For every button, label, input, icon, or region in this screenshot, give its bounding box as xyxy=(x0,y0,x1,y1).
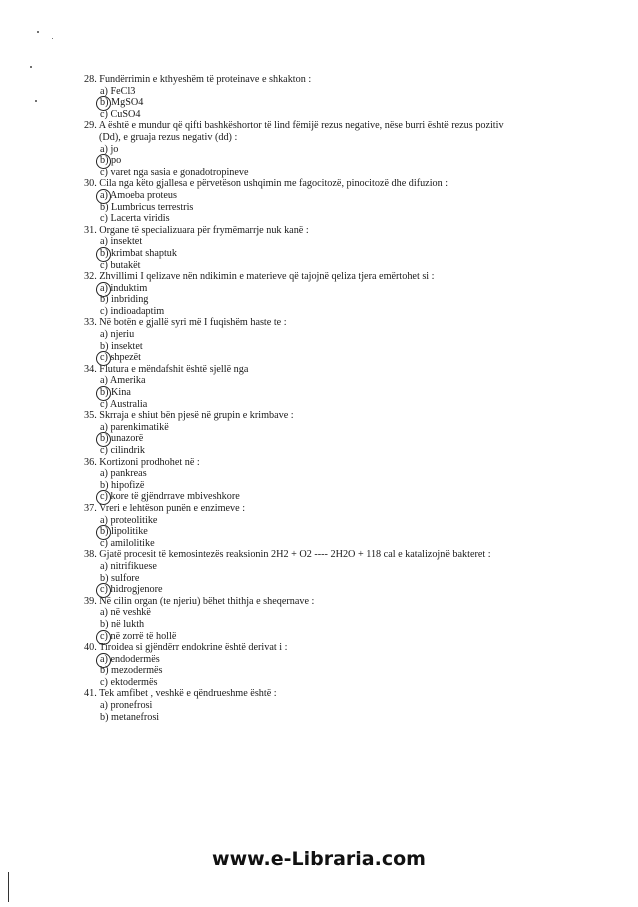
option-text: Kina xyxy=(111,387,131,399)
option-letter: c) xyxy=(100,584,108,596)
option-letter: b) xyxy=(100,155,109,167)
scan-speck xyxy=(30,66,32,68)
option-text: Australia xyxy=(109,398,148,410)
answer-option[interactable] xyxy=(84,236,624,248)
answer-option[interactable] xyxy=(84,109,624,121)
question-item xyxy=(84,457,624,503)
question-item xyxy=(84,225,624,271)
option-text: ektodermës xyxy=(110,676,158,688)
question-item xyxy=(84,642,624,688)
answer-option[interactable] xyxy=(84,375,624,387)
question-stem xyxy=(84,596,624,608)
answer-option-selected[interactable] xyxy=(84,433,624,445)
question-item xyxy=(84,74,624,120)
question-stem xyxy=(84,642,624,654)
option-text: insektet xyxy=(111,340,143,352)
option-text: Lacerta viridis xyxy=(110,213,170,225)
question-number: 33. xyxy=(84,317,97,329)
question-number: 32. xyxy=(84,271,97,283)
option-text: proteolitike xyxy=(110,514,158,526)
answer-option[interactable] xyxy=(84,202,624,214)
answer-option-selected[interactable] xyxy=(84,631,624,643)
answer-option[interactable] xyxy=(84,294,624,306)
question-stem xyxy=(84,503,624,515)
option-text: insektet xyxy=(110,236,143,248)
answer-option[interactable] xyxy=(84,144,624,156)
question-item xyxy=(84,549,624,595)
option-text: pronefrosi xyxy=(110,700,153,712)
scan-speck xyxy=(37,31,39,33)
answer-option[interactable] xyxy=(84,341,624,353)
option-text: në veshkë xyxy=(110,607,151,619)
option-text: CuSO4 xyxy=(110,108,141,120)
answer-option-selected[interactable] xyxy=(84,526,624,538)
question-number: 28. xyxy=(84,74,97,85)
option-letter: c) xyxy=(100,166,108,178)
question-item xyxy=(84,410,624,456)
option-letter: a) xyxy=(100,375,108,387)
question-text: Flutura e mëndafshit është sjellë nga xyxy=(99,363,249,375)
question-stem xyxy=(84,410,624,422)
option-letter: a) xyxy=(100,189,108,201)
option-letter: a) xyxy=(100,607,108,619)
answer-option[interactable] xyxy=(84,329,624,341)
option-letter: a) xyxy=(100,514,108,526)
option-text: hipofizë xyxy=(111,479,145,491)
question-stem-continued xyxy=(84,132,624,144)
option-text: kore të gjëndrrave mbiveshkore xyxy=(110,491,240,503)
option-letter: c) xyxy=(100,398,108,410)
answer-option[interactable] xyxy=(84,445,624,457)
answer-option-selected[interactable] xyxy=(84,387,624,399)
option-text: njeriu xyxy=(110,329,135,341)
option-letter: c) xyxy=(100,213,108,225)
option-letter: b) xyxy=(100,201,109,213)
question-stem xyxy=(84,688,624,700)
option-letter: c) xyxy=(100,305,108,317)
option-letter: a) xyxy=(100,143,108,155)
option-text: shpezët xyxy=(110,352,142,364)
question-number: 30. xyxy=(84,178,97,190)
question-number: 41. xyxy=(84,688,97,700)
answer-option[interactable] xyxy=(84,399,624,411)
option-letter: c) xyxy=(100,537,108,549)
option-letter: b) xyxy=(100,247,109,259)
option-letter: a) xyxy=(100,700,108,712)
question-stem xyxy=(84,549,624,561)
question-text: Zhvillimi I qelizave nën ndikimin e materieve që tajojnë qeliza tjera emërtohet si : xyxy=(99,271,435,283)
question-stem xyxy=(84,74,624,86)
answer-option[interactable] xyxy=(84,213,624,225)
question-text: Vreri e lehtëson punën e enzimeve : xyxy=(99,502,246,514)
question-text: A është e mundur që qifti bashkëshortor të lind fëmijë rezus negative, nëse burri është rezus pozitiv xyxy=(98,120,504,132)
option-text: nitrifikuese xyxy=(110,560,157,572)
answer-option-selected[interactable] xyxy=(84,654,624,666)
answer-option[interactable] xyxy=(84,515,624,527)
option-text: jo xyxy=(110,143,119,155)
question-stem xyxy=(84,120,624,132)
option-text: metanefrosi xyxy=(111,711,160,723)
question-text: Skrraja e shiut bën pjesë në grupin e krimbave : xyxy=(99,410,294,422)
question-stem xyxy=(84,225,624,237)
answer-option[interactable] xyxy=(84,260,624,272)
option-text: lipolitike xyxy=(111,526,148,538)
question-item xyxy=(84,271,624,317)
question-text: Cila nga këto gjallesa e përvetëson ushqimin me fagocitozë, pinocitozë dhe difuzion : xyxy=(99,178,449,190)
question-item xyxy=(84,317,624,363)
option-text: në lukth xyxy=(111,618,145,630)
question-text: Në botën e gjallë syri më I fuqishëm haste te : xyxy=(99,317,287,329)
scan-speck xyxy=(35,100,37,102)
question-stem xyxy=(84,178,624,190)
option-letter: c) xyxy=(100,445,108,456)
answer-option[interactable] xyxy=(84,607,624,619)
option-text: FeCl3 xyxy=(110,85,136,97)
option-letter: c) xyxy=(100,108,108,120)
answer-option[interactable] xyxy=(84,538,624,550)
option-letter: b) xyxy=(100,97,109,109)
question-text: Tiroidea si gjëndërr endokrine është derivat i : xyxy=(99,642,288,654)
option-text: MgSO4 xyxy=(111,97,144,109)
question-number: 31. xyxy=(84,224,97,236)
question-number: 29. xyxy=(84,120,97,132)
option-text: parenkimatikë xyxy=(110,421,169,433)
option-text: në zorrë të hollë xyxy=(110,630,177,642)
option-letter: a) xyxy=(100,236,108,248)
answer-option-selected[interactable] xyxy=(84,190,624,202)
option-text: butakët xyxy=(110,259,141,271)
answer-option[interactable] xyxy=(84,422,624,434)
answer-option[interactable] xyxy=(84,712,624,724)
option-letter: b) xyxy=(100,711,109,723)
question-number: 38. xyxy=(84,549,97,561)
option-text: induktim xyxy=(110,282,148,294)
answer-option[interactable] xyxy=(84,468,624,480)
option-letter: c) xyxy=(100,352,108,364)
answer-option-selected[interactable] xyxy=(84,352,624,364)
question-stem xyxy=(84,317,624,329)
answer-option[interactable] xyxy=(84,480,624,492)
option-text: pankreas xyxy=(110,468,147,480)
answer-option-selected[interactable] xyxy=(84,155,624,167)
question-item xyxy=(84,178,624,224)
scan-speck xyxy=(52,38,53,39)
option-text: krimbat shaptuk xyxy=(111,247,177,259)
question-number: 37. xyxy=(84,502,97,514)
answer-option[interactable] xyxy=(84,619,624,631)
question-list xyxy=(84,74,624,723)
option-text: Amerika xyxy=(109,375,146,387)
option-text: hidrogjenore xyxy=(110,584,163,596)
option-letter: b) xyxy=(100,294,109,306)
question-item xyxy=(84,120,624,178)
option-letter: a) xyxy=(100,560,108,572)
option-letter: c) xyxy=(100,491,108,503)
answer-option[interactable] xyxy=(84,677,624,689)
option-text: indioadaptim xyxy=(110,305,165,317)
option-letter: a) xyxy=(100,282,108,294)
question-text: Në cilin organ (te njeriu) bëhet thithja e sheqernave : xyxy=(99,595,315,607)
question-text: Fundërrimin e kthyeshëm të proteinave e shkakton : xyxy=(99,74,312,85)
answer-option-selected[interactable] xyxy=(84,584,624,596)
question-number: 40. xyxy=(84,642,97,654)
option-letter: c) xyxy=(100,259,108,271)
option-letter: b) xyxy=(100,572,109,584)
question-item xyxy=(84,503,624,549)
answer-option[interactable] xyxy=(84,573,624,585)
option-text: unazorë xyxy=(111,433,144,445)
answer-option[interactable] xyxy=(84,665,624,677)
footer-url[interactable]: www.e-Libraria.com xyxy=(212,848,426,870)
answer-option[interactable] xyxy=(84,561,624,573)
answer-option[interactable] xyxy=(84,306,624,318)
question-number: 39. xyxy=(84,595,97,607)
option-text: mezodermës xyxy=(111,665,163,677)
option-letter: b) xyxy=(100,340,109,352)
option-letter: a) xyxy=(100,85,108,97)
question-item xyxy=(84,364,624,410)
option-text: endodermës xyxy=(110,653,160,665)
option-letter: b) xyxy=(100,387,109,399)
option-letter: b) xyxy=(100,526,109,538)
option-text: cilindrik xyxy=(110,445,145,456)
option-text: sulfore xyxy=(111,572,140,584)
option-letter: a) xyxy=(100,653,108,665)
option-text: Lumbricus terrestris xyxy=(111,201,194,213)
question-stem xyxy=(84,271,624,283)
option-letter: a) xyxy=(100,329,108,341)
option-letter: b) xyxy=(100,618,109,630)
question-number: 35. xyxy=(84,410,97,422)
answer-option-selected[interactable] xyxy=(84,248,624,260)
option-letter: b) xyxy=(100,433,109,445)
option-letter: c) xyxy=(100,630,108,642)
question-text: Kortizoni prodhohet në : xyxy=(99,456,200,468)
scan-edge-mark xyxy=(8,872,9,902)
option-text: amilolitike xyxy=(110,537,155,549)
question-text: (Dd), e gruaja rezus negativ (dd) : xyxy=(99,131,238,143)
question-text: Gjatë procesit të kemosintezës reaksionin 2H2 + O2 ---- 2H2O + 118 cal e katalizojnë bakteret : xyxy=(99,549,491,561)
question-stem xyxy=(84,457,624,469)
option-letter: c) xyxy=(100,676,108,688)
question-number: 34. xyxy=(84,363,97,375)
answer-circle-mark xyxy=(96,630,111,645)
question-text: Organe të specializuara për frymëmarrje nuk kanë : xyxy=(99,224,309,236)
option-letter: a) xyxy=(100,421,108,433)
question-text: Tek amfibet , veshkë e qëndrueshme është : xyxy=(99,688,277,700)
answer-option[interactable] xyxy=(84,86,624,98)
option-letter: b) xyxy=(100,479,109,491)
question-stem xyxy=(84,364,624,376)
question-number: 36. xyxy=(84,456,97,468)
answer-option[interactable] xyxy=(84,700,624,712)
answer-option-selected[interactable] xyxy=(84,491,624,503)
answer-option-selected[interactable] xyxy=(84,97,624,109)
option-letter: a) xyxy=(100,468,108,480)
option-text: Amoeba proteus xyxy=(109,189,177,201)
option-letter: b) xyxy=(100,665,109,677)
option-text: po xyxy=(111,155,122,167)
option-text: varet nga sasia e gonadotropineve xyxy=(110,166,249,178)
question-item xyxy=(84,688,624,723)
question-item xyxy=(84,596,624,642)
option-text: inbriding xyxy=(111,294,149,306)
answer-option-selected[interactable] xyxy=(84,283,624,295)
answer-option[interactable] xyxy=(84,167,624,179)
